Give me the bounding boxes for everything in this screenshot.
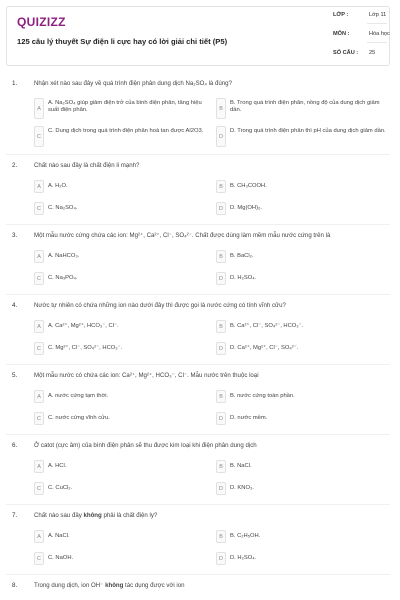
option-text: B. BaCl₂.	[230, 253, 254, 259]
meta-value: Lớp 11	[369, 12, 387, 18]
question-number: 4.	[12, 302, 18, 309]
option-letter-badge: B	[216, 530, 226, 543]
meta-value: 25	[369, 50, 376, 56]
question-text: Một mẫu nước có chứa các ion: Ca²⁺, Mg²⁺, HCO₃⁻, Cl⁻. Mẫu nước trên thuộc loại	[34, 372, 259, 379]
option-text: A. nước cứng tạm thời.	[48, 393, 109, 399]
option-c[interactable]	[34, 482, 209, 496]
option-letter-badge: B	[216, 320, 226, 333]
option-letter-badge: C	[34, 126, 44, 147]
option-letter-badge: C	[34, 552, 44, 565]
question-divider	[6, 504, 390, 505]
question-text: Một mẫu nước cứng chứa các ion: Mg²⁺, Ca²⁺, Cl⁻, SO₄²⁻. Chất được dùng làm mềm mẫu nước cứng trên là	[34, 232, 331, 239]
option-text: A. Na₂SO₄ giúp giảm điện trở của bình điện phân, tăng hiệu suất điện phân.	[48, 100, 202, 114]
option-letter-badge: B	[216, 180, 226, 193]
option-letter-badge: A	[34, 320, 44, 333]
option-letter-badge: D	[216, 202, 226, 215]
option-letter-badge: D	[216, 272, 226, 285]
option-c[interactable]	[34, 126, 209, 148]
option-text: B. nước cứng toàn phần.	[230, 393, 295, 399]
option-b[interactable]	[216, 98, 391, 120]
option-letter-badge: B	[216, 460, 226, 473]
option-c[interactable]	[34, 552, 209, 566]
option-text: D. Trong quá trình điện phân thì pH của dung dịch giảm dần.	[230, 128, 386, 134]
option-letter-badge: D	[216, 482, 226, 495]
option-text: C. Mg²⁺, Cl⁻, SO₄²⁻, HCO₃⁻.	[48, 345, 123, 351]
question-number: 1.	[12, 80, 18, 87]
option-text: B. Trong quá trình điện phân, nồng độ của dung dịch giảm dần.	[230, 100, 380, 114]
meta-row-count	[329, 45, 391, 64]
option-a[interactable]	[34, 390, 209, 404]
worksheet-meta	[329, 7, 391, 65]
option-a[interactable]	[34, 530, 209, 544]
option-d[interactable]	[216, 412, 391, 426]
option-text: D. Mg(OH)₂.	[230, 205, 262, 211]
worksheet-header	[6, 6, 390, 66]
option-letter-badge: C	[34, 412, 44, 425]
worksheet-title: 125 câu lý thuyết Sự điện li cực hay có lời giải chi tiết (P5)	[17, 37, 228, 46]
option-a[interactable]	[34, 98, 209, 120]
question-text-end: tác dụng được với ion	[123, 582, 185, 589]
option-letter-badge: B	[216, 250, 226, 263]
question-text	[34, 512, 157, 519]
question-number: 3.	[12, 232, 18, 239]
option-d[interactable]	[216, 342, 391, 356]
meta-label: MÔN :	[333, 31, 350, 37]
option-letter-badge: A	[34, 98, 44, 119]
option-a[interactable]	[34, 250, 209, 264]
option-letter-badge: D	[216, 552, 226, 565]
option-text: D. KNO₃.	[230, 485, 254, 491]
meta-divider	[367, 23, 387, 24]
option-letter-badge: A	[34, 460, 44, 473]
option-text: D. H₂SO₄.	[230, 555, 257, 561]
option-text: A. Ca²⁺, Mg²⁺, HCO₃⁻, Cl⁻.	[48, 323, 119, 329]
option-letter-badge: C	[34, 342, 44, 355]
option-text: A. HCl.	[48, 463, 67, 469]
question-divider	[6, 364, 390, 365]
option-letter-badge: A	[34, 250, 44, 263]
question-text-start: Trong dung dịch, ion OH⁻	[34, 582, 106, 589]
option-text: C. Dung dịch trong quá trình điện phân hoà tan được Al2O3.	[48, 128, 204, 134]
option-d[interactable]	[216, 482, 391, 496]
option-b[interactable]	[216, 250, 391, 264]
question-number: 7.	[12, 512, 18, 519]
meta-row-subject	[329, 26, 391, 45]
option-letter-badge: B	[216, 98, 226, 119]
option-letter-badge: A	[34, 530, 44, 543]
question-divider	[6, 434, 390, 435]
option-c[interactable]	[34, 342, 209, 356]
option-b[interactable]	[216, 460, 391, 474]
meta-divider	[367, 42, 387, 43]
option-text: C. Na₃PO₄.	[48, 275, 78, 281]
option-text: B. Ca²⁺, Cl⁻, SO₄²⁻, HCO₃⁻.	[230, 323, 304, 329]
question-text	[34, 582, 185, 589]
question-number: 2.	[12, 162, 18, 169]
option-d[interactable]	[216, 202, 391, 216]
option-letter-badge: D	[216, 342, 226, 355]
option-text: A. H₂O.	[48, 183, 68, 189]
question-text: Chất nào sau đây là chất điện li mạnh?	[34, 162, 140, 169]
question-text-end: phải là chất điện ly?	[101, 512, 158, 519]
option-text: D. Ca²⁺, Mg²⁺, Cl⁻, SO₄²⁻.	[230, 345, 299, 351]
question-text: Nước tự nhiên có chứa những ion nào dưới đây thì được gọi là nước cứng có tính vĩnh cửu?	[34, 302, 286, 309]
option-a[interactable]	[34, 460, 209, 474]
option-b[interactable]	[216, 320, 391, 334]
option-a[interactable]	[34, 180, 209, 194]
option-a[interactable]	[34, 320, 209, 334]
option-letter-badge: A	[34, 390, 44, 403]
question-divider	[6, 224, 390, 225]
question-number: 5.	[12, 372, 18, 379]
meta-row-grade	[329, 7, 391, 26]
option-c[interactable]	[34, 272, 209, 286]
question-divider	[6, 154, 390, 155]
option-b[interactable]	[216, 530, 391, 544]
question-text: Ở catot (cực âm) của bình điện phân sẽ thu được kim loại khi điện phân dung dịch	[34, 442, 257, 449]
meta-label: SỐ CÂU :	[333, 50, 359, 56]
option-text: C. NaOH.	[48, 555, 74, 561]
option-text: C. CuCl₂.	[48, 485, 73, 491]
option-text: B. CH₃COOH.	[230, 183, 267, 189]
option-text: C. nước cứng vĩnh cửu.	[48, 415, 110, 421]
option-letter-badge: C	[34, 482, 44, 495]
question-divider	[6, 294, 390, 295]
quizizz-logo: QUIZIZZ	[17, 15, 66, 29]
option-b[interactable]	[216, 390, 391, 404]
option-text: C. Na₂SO₄.	[48, 205, 78, 211]
question-number: 8.	[12, 582, 18, 589]
option-d[interactable]	[216, 126, 391, 148]
option-text: D. nước mềm.	[230, 415, 268, 421]
option-c[interactable]	[34, 202, 209, 216]
question-text-emphasis: không	[105, 582, 124, 589]
question-text-emphasis: không	[83, 512, 102, 519]
option-text: B. C₂H₅OH.	[230, 533, 261, 539]
option-c[interactable]	[34, 412, 209, 426]
option-letter-badge: B	[216, 390, 226, 403]
option-letter-badge: A	[34, 180, 44, 193]
option-letter-badge: C	[34, 202, 44, 215]
option-b[interactable]	[216, 180, 391, 194]
option-text: A. NaCl.	[48, 533, 70, 539]
meta-label: LỚP :	[333, 12, 349, 18]
option-text: B. NaCl.	[230, 463, 252, 469]
option-d[interactable]	[216, 552, 391, 566]
option-d[interactable]	[216, 272, 391, 286]
option-letter-badge: D	[216, 126, 226, 147]
question-number: 6.	[12, 442, 18, 449]
question-text-start: Chất nào sau đây	[34, 512, 84, 519]
option-letter-badge: D	[216, 412, 226, 425]
question-divider	[6, 574, 390, 575]
option-text: D. H₂SO₄.	[230, 275, 257, 281]
option-text: A. NaHCO₃.	[48, 253, 80, 259]
option-letter-badge: C	[34, 272, 44, 285]
question-text: Nhận xét nào sau đây về quá trình điện phân dung dịch Na₂SO₄ là đúng?	[34, 80, 232, 87]
meta-value: Hóa học	[369, 31, 390, 37]
